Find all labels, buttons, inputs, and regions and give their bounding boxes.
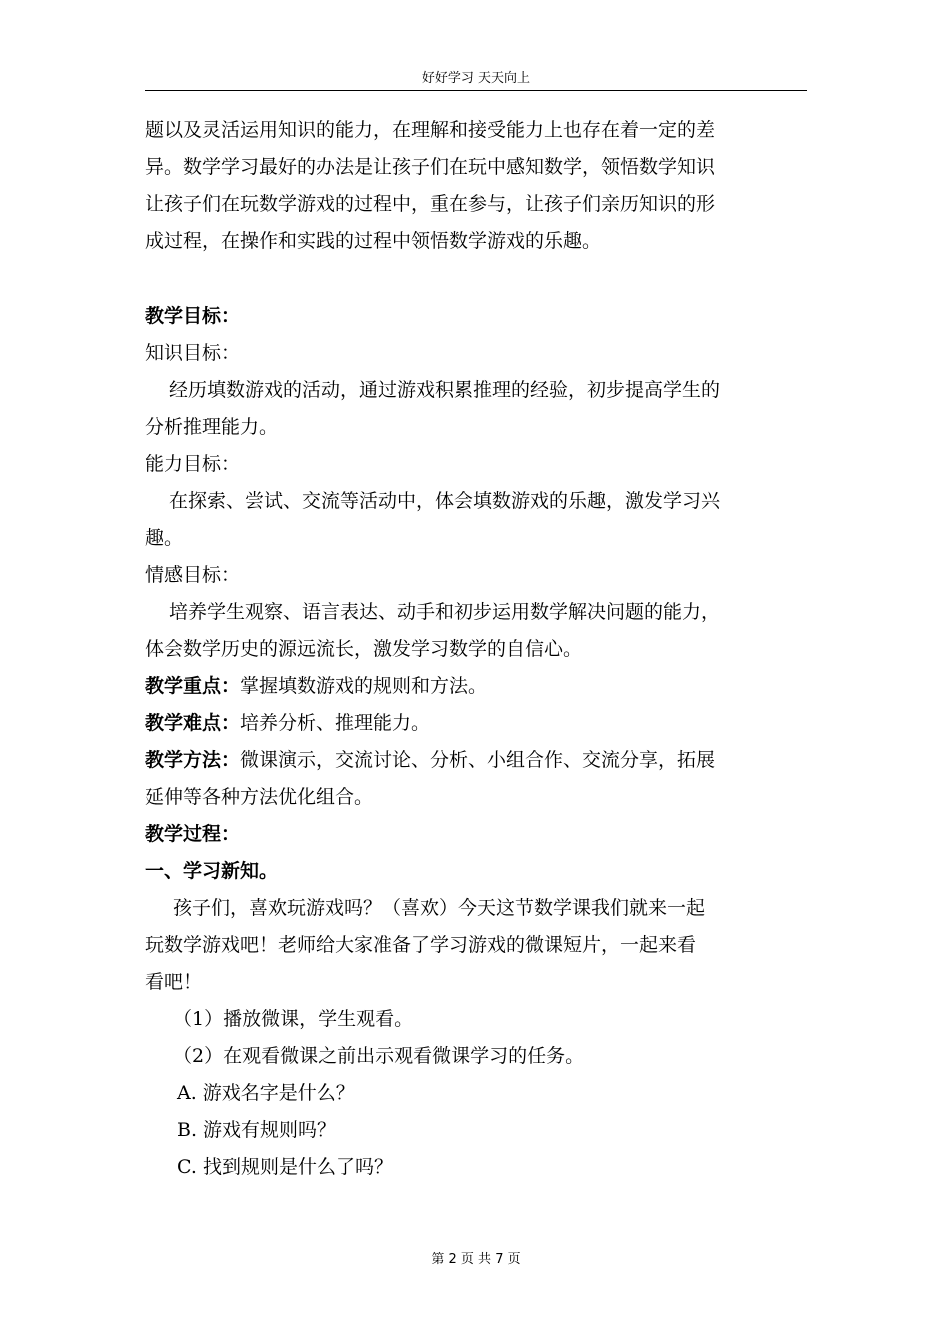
ability-line: 在探索、尝试、交流等活动中，体会填数游戏的乐趣，激发学习兴 [169,490,721,512]
knowledge-line: 分析推理能力。 [145,416,279,438]
knowledge-label: 知识目标： [145,342,241,364]
methods-continuation: 延伸等各种方法优化组合。 [145,786,374,808]
intro-line: 成过程，在操作和实践的过程中领悟数学游戏的乐趣。 [145,230,602,252]
step-item: （1）播放微课，学生观看。 [173,1008,414,1030]
key-points [145,668,807,705]
header-rule [145,90,807,91]
methods-text: 微课演示，交流讨论、分析、小组合作、交流分享，拓展 [240,749,716,771]
methods [145,742,807,779]
key-points-label: 教学重点： [145,675,241,697]
intro-line: 题以及灵活运用知识的能力，在理解和接受能力上也存在着一定的差 [145,119,716,141]
emotion-line: 培养学生观察、语言表达、动手和初步运用数学解决问题的能力， [169,601,721,623]
spacer [145,260,807,298]
process-para-line: 玩数学游戏吧！老师给大家准备了学习游戏的微课短片，一起来看 [145,934,697,956]
ability-label: 能力目标： [145,453,241,475]
section-heading: 一、学习新知。 [145,860,279,882]
process-para-line: 看吧！ [145,971,203,993]
difficulties [145,705,807,742]
process-para-line: 孩子们，喜欢玩游戏吗？（喜欢）今天这节数学课我们就来一起 [173,897,706,919]
intro-line: 让孩子们在玩数学游戏的过程中，重在参与，让孩子们亲历知识的形 [145,193,716,215]
knowledge-line: 经历填数游戏的活动，通过游戏积累推理的经验，初步提高学生的 [169,379,721,401]
page-header: 好好学习 天天向上 [421,71,531,86]
emotion-line: 体会数学历史的源远流长，激发学习数学的自信心。 [145,638,583,660]
ability-line: 趣。 [145,527,184,549]
emotion-label: 情感目标： [145,564,241,586]
process-heading: 教学过程： [145,823,241,845]
methods-label: 教学方法： [145,749,241,771]
page-footer: 第 2 页 共 7 页 [431,1252,521,1267]
difficulties-text: 培养分析、推理能力。 [240,712,431,734]
option-item: A. 游戏名字是什么？ [177,1082,355,1104]
document-body [145,112,807,1186]
option-item: B. 游戏有规则吗？ [177,1119,337,1141]
intro-line: 异。数学学习最好的办法是让孩子们在玩中感知数学，领悟数学知识 [145,156,716,178]
difficulties-label: 教学难点： [145,712,241,734]
objectives-heading: 教学目标： [145,305,241,327]
option-item: C. 找到规则是什么了吗？ [177,1156,393,1178]
step-item: （2）在观看微课之前出示观看微课学习的任务。 [173,1045,585,1067]
key-points-text: 掌握填数游戏的规则和方法。 [240,675,488,697]
